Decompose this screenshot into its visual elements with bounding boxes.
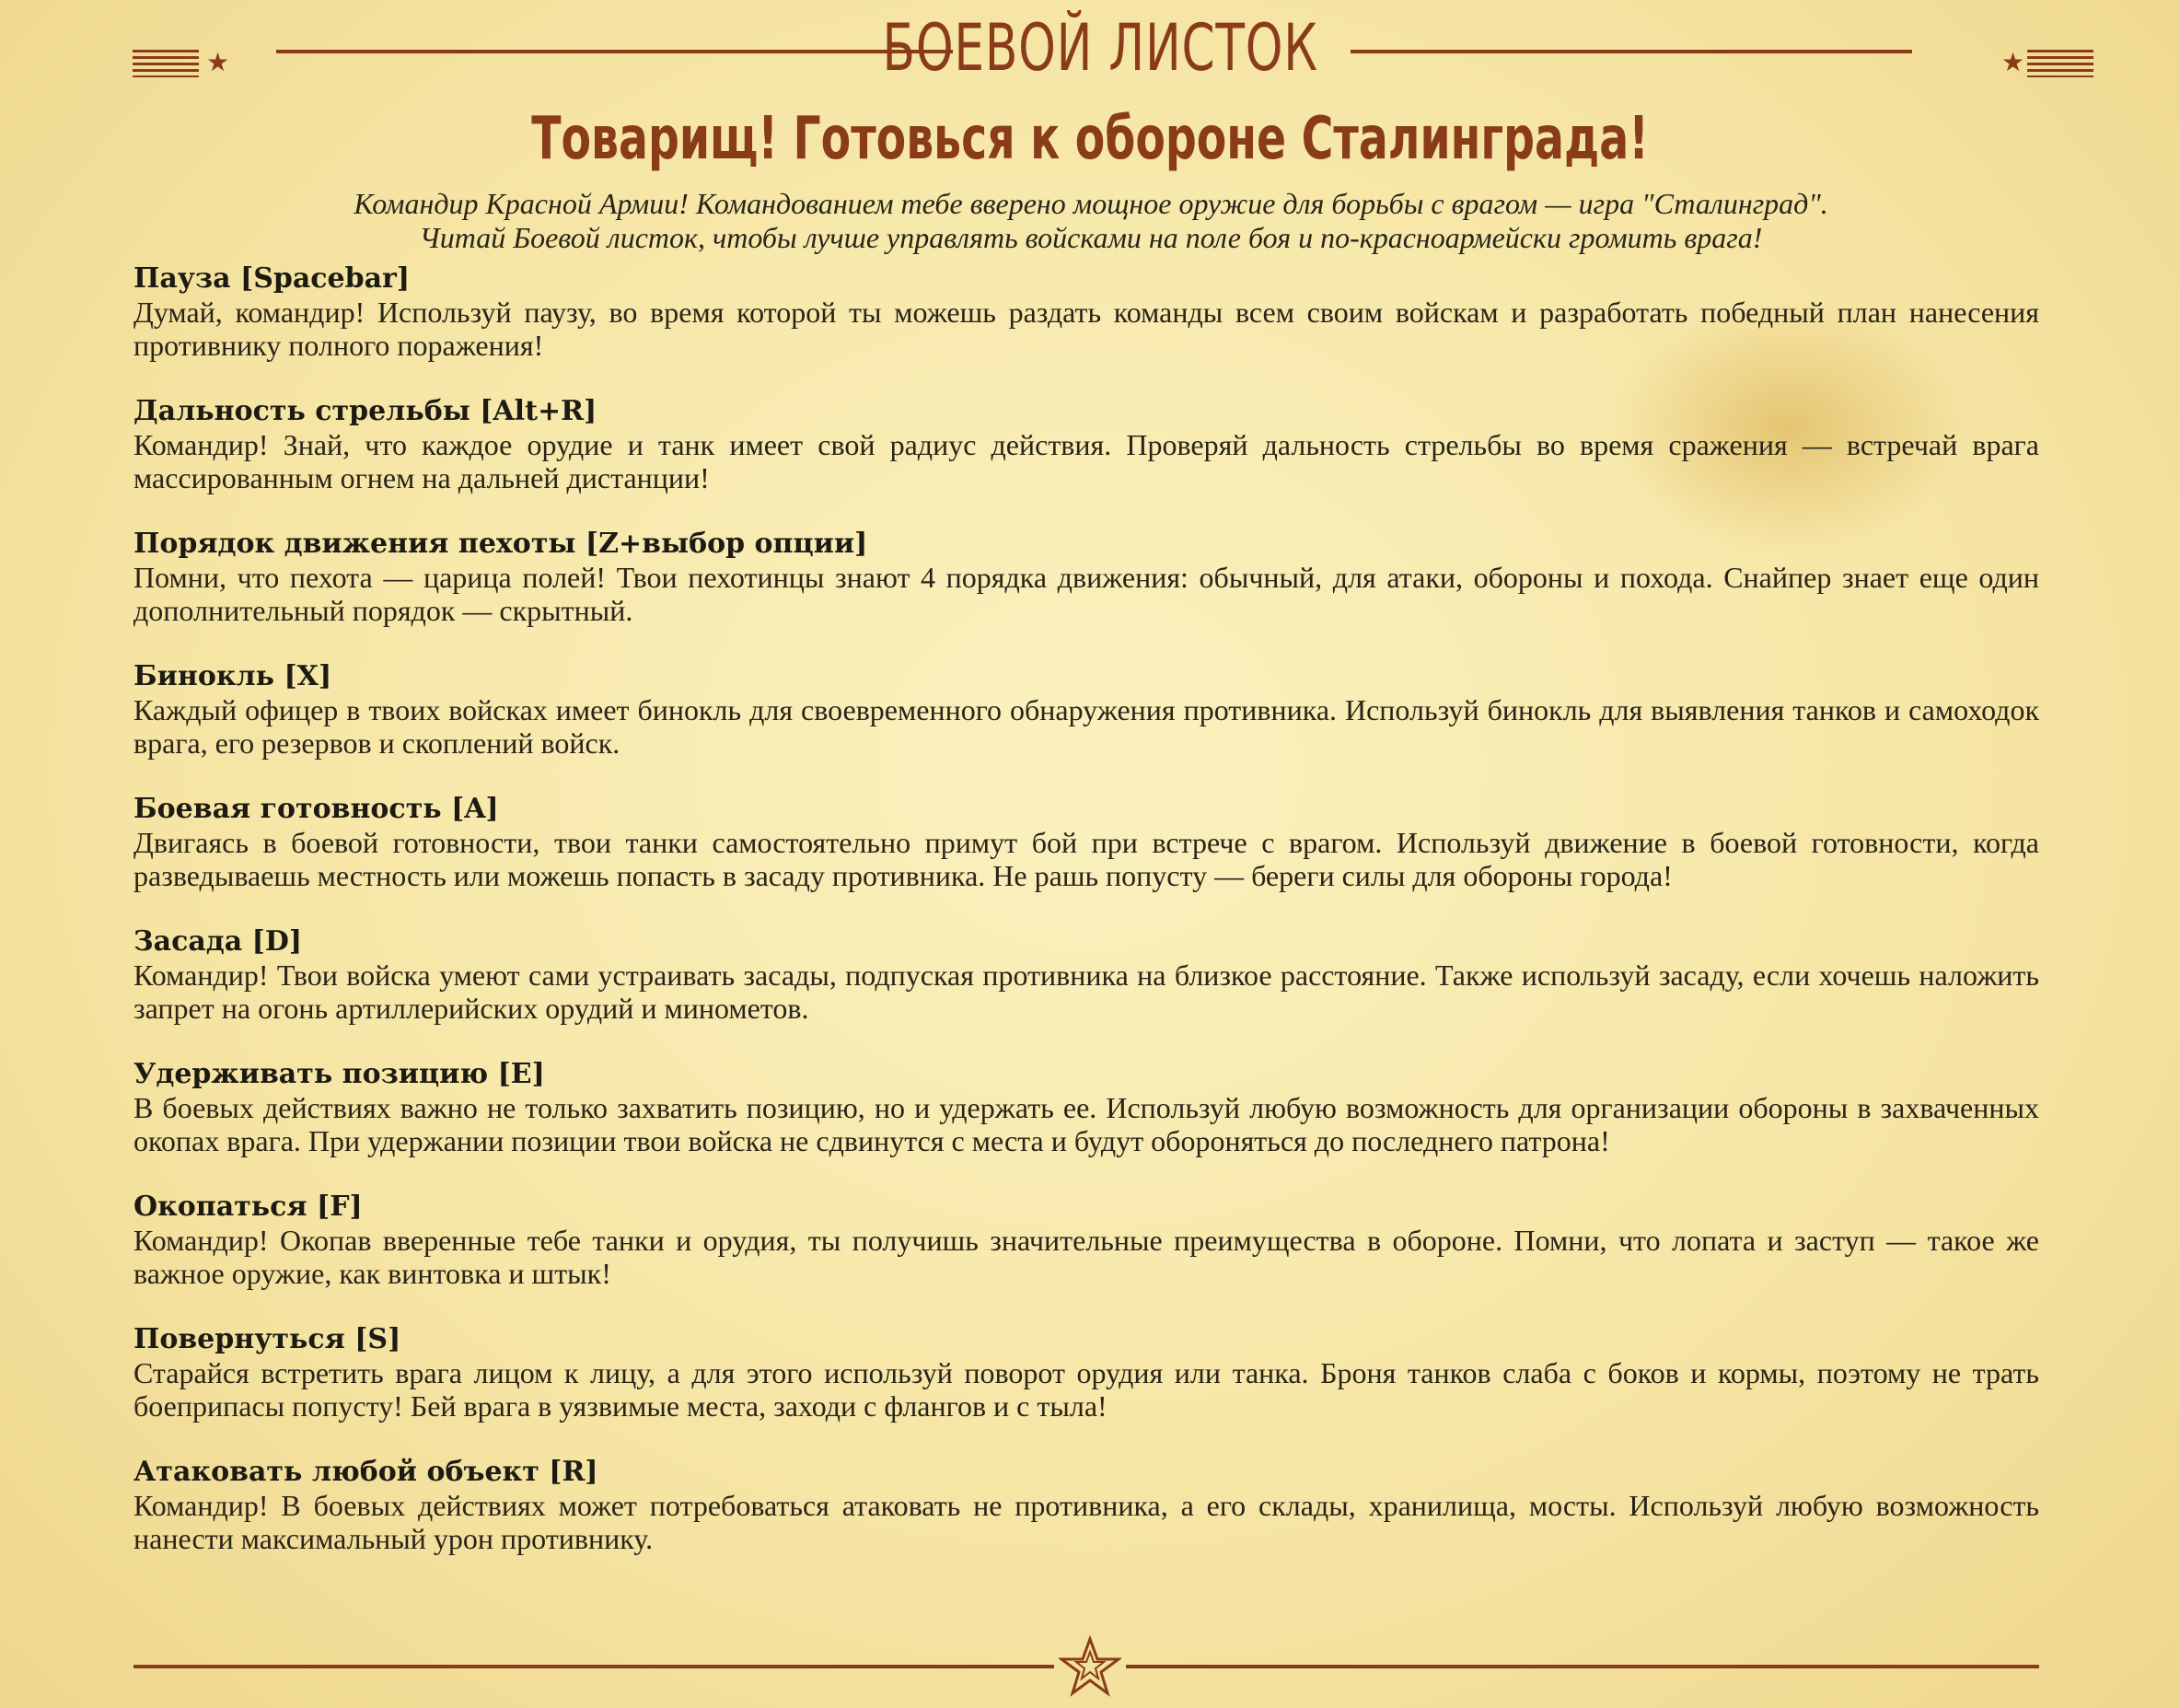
intro-line-1: Командир Красной Армии! Командованием тебе вверено мощное оружие для борьбы с врагом — игра "Сталинград". <box>354 187 1828 220</box>
star-icon: ★ <box>206 49 230 77</box>
section-title: Атаковать любой объект [R] <box>133 1456 598 1488</box>
star-emblem-icon <box>1059 1635 1121 1698</box>
section-infantry-order <box>133 527 2039 627</box>
header-rule-left <box>276 50 953 53</box>
section-attack-object <box>133 1455 2039 1555</box>
section-body: Командир! В боевых действиях может потребоваться атаковать не противника, а его склады, хранилища, мосты. Используй любую возможность нанести максимальный урон противнику. <box>133 1489 2039 1555</box>
section-body: Каждый офицер в твоих войсках имеет бинокль для своевременного обнаружения противника. Используй бинокль для выявления танков и самоходок врага, его резервов и скоплений войск. <box>133 693 2039 760</box>
section-turn <box>133 1322 2039 1423</box>
subtitle: Товарищ! Готовься к обороне Сталинграда! <box>531 105 1649 173</box>
star-icon: ★ <box>2001 49 2025 77</box>
section-pause <box>133 261 2039 362</box>
section-hold-position <box>133 1057 2039 1157</box>
section-body: Командир! Окопав вверенные тебе танки и орудия, ты получишь значительные преимущества в обороне. Помни, что лопата и заступ — такое же важное оружие, как винтовка и штык! <box>133 1224 2039 1290</box>
section-title: Удерживать позицию [E] <box>133 1058 545 1090</box>
header-stripes-left <box>133 50 199 77</box>
section-ambush <box>133 924 2039 1025</box>
section-binoculars <box>133 659 2039 760</box>
section-body: Командир! Знай, что каждое орудие и танк имеет свой радиус действия. Проверяй дальность стрельбы во время сражения — встречай врага массированным огнем на дальней дистанции! <box>133 428 2039 494</box>
section-body: Старайся встретить врага лицом к лицу, а для этого используй поворот орудия или танка. Броня танков слаба с боков и кормы, поэтому не трать боеприпасы попусту! Бей врага в уязвимые места, заходи с флангов и с тыла! <box>133 1356 2039 1423</box>
section-body: В боевых действиях важно не только захватить позицию, но и удержать ее. Используй любую возможность для организации обороны в захваченных окопах врага. При удержании позиции твои войска не сдвинутся с места и будут обороняться до последнего патрона! <box>133 1091 2039 1157</box>
section-title: Окопаться [F] <box>133 1191 363 1223</box>
header-rule-right <box>1351 50 1912 53</box>
section-title: Засада [D] <box>133 925 303 958</box>
section-title: Боевая готовность [A] <box>133 793 499 825</box>
section-dig-in <box>133 1190 2039 1290</box>
section-title: Дальность стрельбы [Alt+R] <box>133 395 597 427</box>
section-body: Помни, что пехота — царица полей! Твои пехотинцы знают 4 порядка движения: обычный, для атаки, обороны и похода. Снайпер знает еще один дополнительный порядок — скрытный. <box>133 561 2039 627</box>
intro-text <box>129 187 2053 255</box>
header-stripes-right <box>2027 50 2093 77</box>
section-title: Пауза [Spacebar] <box>133 262 411 295</box>
section-body: Двигаясь в боевой готовности, твои танки самостоятельно примут бой при встрече с врагом. Используй движение в боевой готовности, когда разведываешь местность или можешь попасть в засаду противника. Не рашь попусту — береги силы для обороны города! <box>133 826 2039 892</box>
section-body: Командир! Твои войска умеют сами устраивать засады, подпуская противника на близкое расстояние. Также используй засаду, если хочешь наложить запрет на огонь артиллерийских орудий и минометов. <box>133 959 2039 1025</box>
section-combat-readiness <box>133 792 2039 892</box>
section-title: Порядок движения пехоты [Z+выбор опции] <box>133 528 868 560</box>
section-title: Бинокль [X] <box>133 660 332 692</box>
section-title: Повернуться [S] <box>133 1323 401 1355</box>
command-sections <box>133 261 2039 1587</box>
section-body: Думай, командир! Используй паузу, во время которой ты можешь раздать команды всем своим войскам и разработать победный план нанесения противнику полного поражения! <box>133 296 2039 362</box>
footer-rule-left <box>133 1665 1054 1668</box>
section-fire-range <box>133 394 2039 494</box>
intro-line-2: Читай Боевой листок, чтобы лучше управлять войсками на поле боя и по-красноармейски громить врага! <box>419 221 1763 254</box>
main-title: БОЕВОЙ ЛИСТОК <box>882 10 1318 86</box>
footer-rule-right <box>1126 1665 2039 1668</box>
